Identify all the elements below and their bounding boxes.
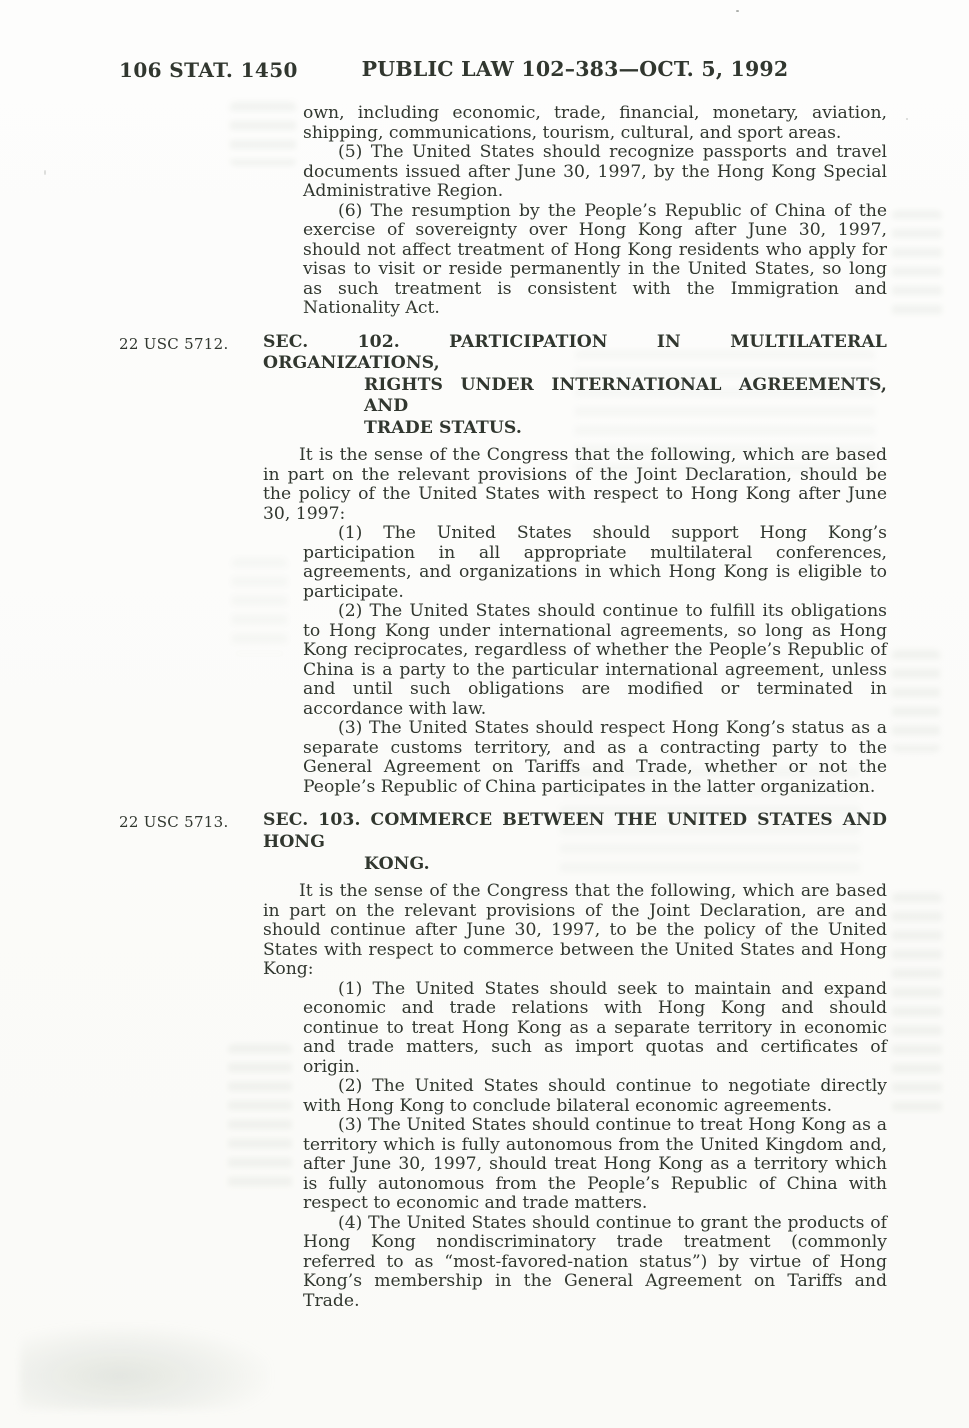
section-102-lead-paragraph: It is the sense of the Congress that the following, which are based in part on the relevant provisions of the Joint Declaration, should be the policy of the United States with respect to Hong Kong after June 30, 1997: — [263, 445, 887, 524]
section-heading-line: KONG. — [364, 853, 430, 874]
scan-speck — [736, 10, 739, 12]
statute-page-number: 106 STAT. 1450 — [119, 58, 298, 82]
section-103 — [119, 810, 887, 1311]
section-102-heading — [119, 331, 887, 440]
section-heading-line: RIGHTS UNDER INTERNATIONAL AGREEMENTS, AND — [364, 374, 887, 417]
intro-list-block — [303, 104, 887, 319]
margin-note-usc-citation: 22 USC 5713. — [119, 813, 229, 832]
section-102 — [119, 331, 887, 798]
section-heading-line: SEC. 102. PARTICIPATION IN MULTILATERAL ORGANIZATIONS, — [263, 331, 887, 374]
law-title-running-head: PUBLIC LAW 102–383—OCT. 5, 1992 — [361, 57, 789, 81]
section-heading-line: TRADE STATUS. — [364, 417, 522, 438]
numbered-item-2: (2) The United States should continue to fulfill its obligations to Hong Kong under international agreements, so long as Hong Kong reciprocates, regardless of whether the People’s Republic of China is a party to the particular international agreement, unless and until such obligations are modified or terminated in accordance with law. — [303, 601, 887, 719]
paragraph-continuation: own, including economic, trade, financial, monetary, aviation, shipping, communications, tourism, cultural, and sport areas. — [303, 103, 887, 143]
corner-scan-blot — [20, 1325, 270, 1410]
scan-speck — [906, 118, 908, 120]
document-body-column — [119, 103, 887, 1311]
section-103-lead-paragraph: It is the sense of the Congress that the following, which are based in part on the relevant provisions of the Joint Declaration, are and should continue after June 30, 1997, to be the policy of the United States with respect to commerce between the United States and Hong Kong: — [263, 881, 887, 980]
bleed-through-smudge — [892, 210, 942, 318]
numbered-item-4: (4) The United States should continue to grant the products of Hong Kong nondiscriminatory trade treatment (commonly referred to as “most-favored-nation status”) by virtue of Hong Kong’s membership in the General Agreement on Tariffs and Trade. — [303, 1212, 887, 1311]
bleed-through-smudge — [892, 650, 940, 752]
numbered-item-5: (5) The United States should recognize passports and travel documents issued after June 30, 1997, by the Hong Kong Special Administrative Region. — [303, 142, 887, 201]
numbered-item-3: (3) The United States should continue to treat Hong Kong as a territory which is fully autonomous from the United Kingdom and, after June 30, 1997, should treat Hong Kong as a territory which is fully autonomous from the People’s Republic of China with respect to economic and trade matters. — [303, 1115, 887, 1214]
numbered-item-3: (3) The United States should respect Hong Kong’s status as a separate customs territory, and as a contracting party to the General Agreement on Tariffs and Trade, whether or not the People’s Republic of China participates in the latter organization. — [303, 718, 887, 797]
bleed-through-smudge — [892, 893, 942, 1115]
scan-speck — [44, 170, 46, 175]
section-102-list-block — [303, 524, 887, 797]
numbered-item-6: (6) The resumption by the People’s Republic of China of the exercise of sovereignty over Hong Kong after June 30, 1997, should not affect treatment of Hong Kong residents who apply for visas to visit or reside permanently in the United States, so long as such treatment is consistent with the Immigration and Nationality Act. — [303, 200, 887, 318]
numbered-item-1: (1) The United States should support Hong Kong’s participation in all appropriate multilateral conferences, agreements, and organizations in which Hong Kong is eligible to participate. — [303, 523, 887, 602]
numbered-item-1: (1) The United States should seek to maintain and expand economic and trade relations with Hong Kong and should continue to treat Hong Kong as a separate territory in economic and trade matters, such as import quotas and certificates of origin. — [303, 978, 887, 1077]
numbered-item-2: (2) The United States should continue to negotiate directly with Hong Kong to conclude bilateral economic agreements. — [303, 1076, 887, 1116]
section-103-heading — [119, 810, 887, 875]
section-103-list-block — [303, 980, 887, 1312]
margin-note-usc-citation: 22 USC 5712. — [119, 334, 229, 353]
section-heading-line: SEC. 103. COMMERCE BETWEEN THE UNITED STATES AND HONG — [263, 810, 887, 853]
